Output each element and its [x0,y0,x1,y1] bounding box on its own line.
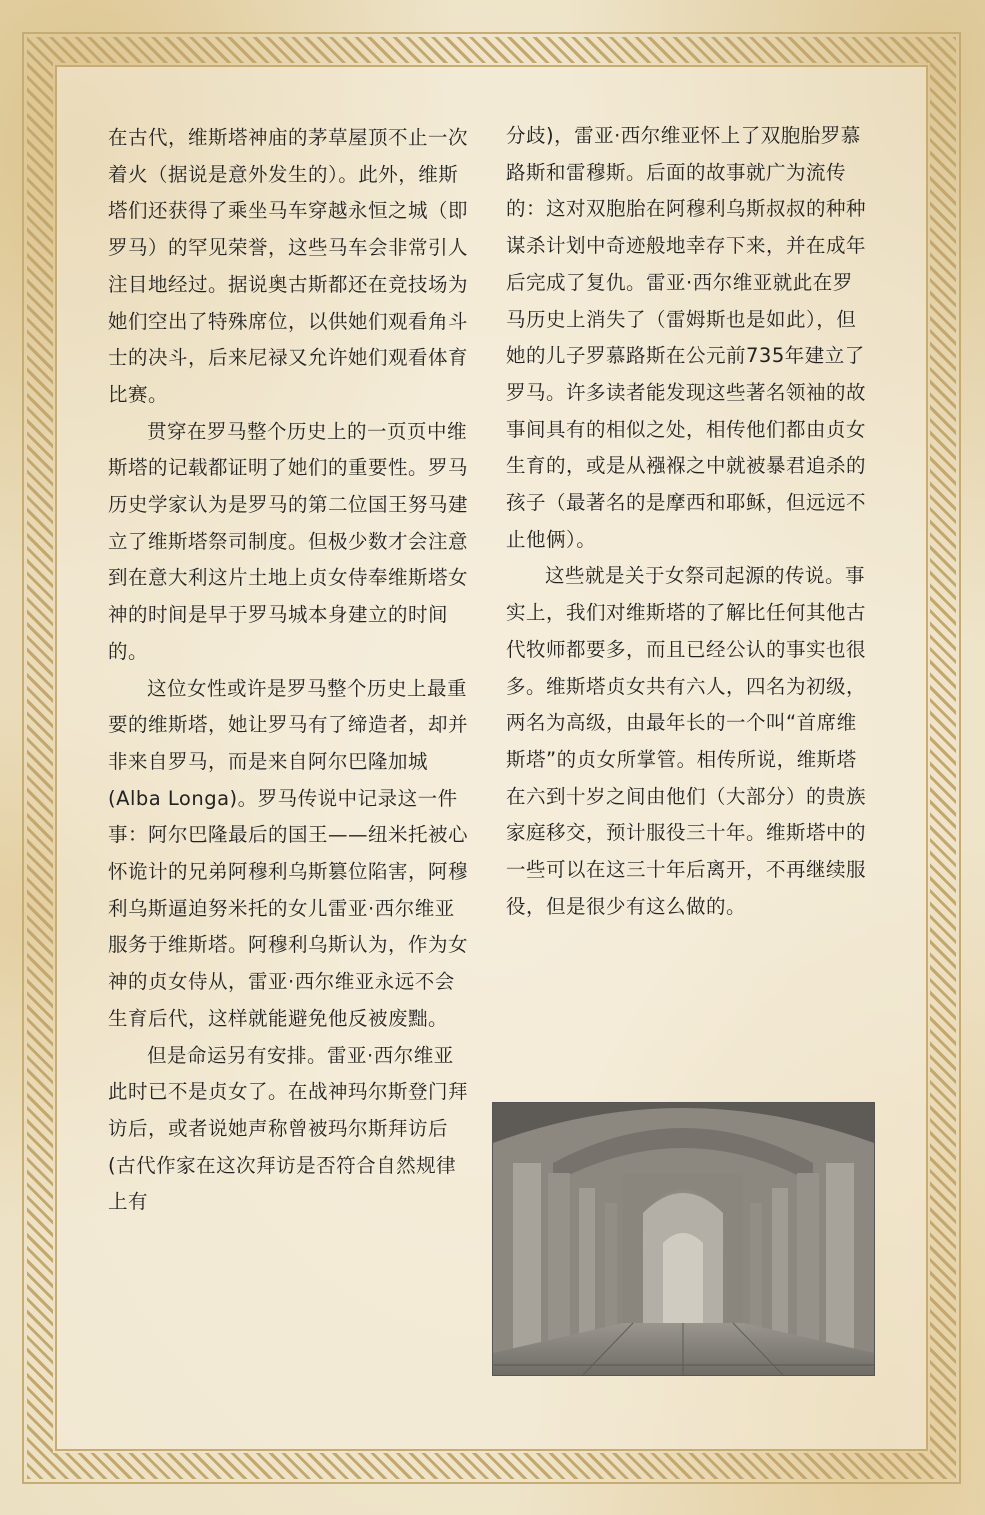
engraving-illustration [493,1103,874,1375]
left-paragraph-2: 贯穿在罗马整个历史上的一页页中维斯塔的记载都证明了她们的重要性。罗马历史学家认为是罗马的第二位国王努马建立了维斯塔祭司制度。但极少数才会注意到在意大利这片土地上贞女侍奉维斯塔女神的时间是早于罗马城本身建立的时间的。 [108,419,469,663]
right-column [506,118,866,925]
temple-interior-engraving [492,1102,875,1376]
right-paragraph-2: 这些就是关于女祭司起源的传说。事实上，我们对维斯塔的了解比任何其他古代牧师都要多，而且已经公认的事实也很多。维斯塔贞女共有六人，四名为初级，两名为高级，由最年长的一个叫“首席维斯塔”的贞女所掌管。相传所说，维斯塔在六到十岁之间由他们（大部分）的贵族家庭移交，预计服役三十年。维斯塔中的一些可以在这三十年后离开，不再继续服役，但是很少有这么做的。 [506,564,867,918]
left-paragraph-3: 这位女性或许是罗马整个历史上最重要的维斯塔，她让罗马有了缔造者，却并非来自罗马，而是来自阿尔巴隆加城(Alba Longa)。罗马传说中记录这一件事：阿尔巴隆最后的国王——纽米托被心怀诡计的兄弟阿穆利乌斯篡位陷害，阿穆利乌斯逼迫努米托的女儿雷亚·西尔维亚服务于维斯塔。阿穆利乌斯认为，作为女神的贞女侍从，雷亚·西尔维亚永远不会生育后代，这样就能避免他反被废黜。 [108,676,469,1030]
left-column [108,120,468,1221]
left-paragraph-1: 在古代，维斯塔神庙的茅草屋顶不止一次着火（据说是意外发生的）。此外，维斯塔们还获得了乘坐马车穿越永恒之城（即罗马）的罕见荣誉，这些马车会非常引人注目地经过。据说奥古斯都还在竞技场为她们空出了特殊席位，以供她们观看角斗士的决斗，后来尼禄又允许她们观看体育比赛。 [108,126,469,406]
right-paragraph-1: 分歧)，雷亚·西尔维亚怀上了双胞胎罗慕路斯和雷穆斯。后面的故事就广为流传的：这对双胞胎在阿穆利乌斯叔叔的种种谋杀计划中奇迹般地幸存下来，并在成年后完成了复仇。雷亚·西尔维亚就此在罗马历史上消失了（雷姆斯也是如此），但她的儿子罗慕路斯在公元前735年建立了罗马。许多读者能发现这些著名领袖的故事间具有的相似之处，相传他们都由贞女生育的，或是从襁褓之中就被暴君追杀的孩子（最著名的是摩西和耶稣，但远远不止他俩）。 [506,124,867,551]
left-paragraph-4: 但是命运另有安排。雷亚·西尔维亚此时已不是贞女了。在战神玛尔斯登门拜访后，或者说她声称曾被玛尔斯拜访后(古代作家在这次拜访是否符合自然规律上有 [108,1043,469,1214]
